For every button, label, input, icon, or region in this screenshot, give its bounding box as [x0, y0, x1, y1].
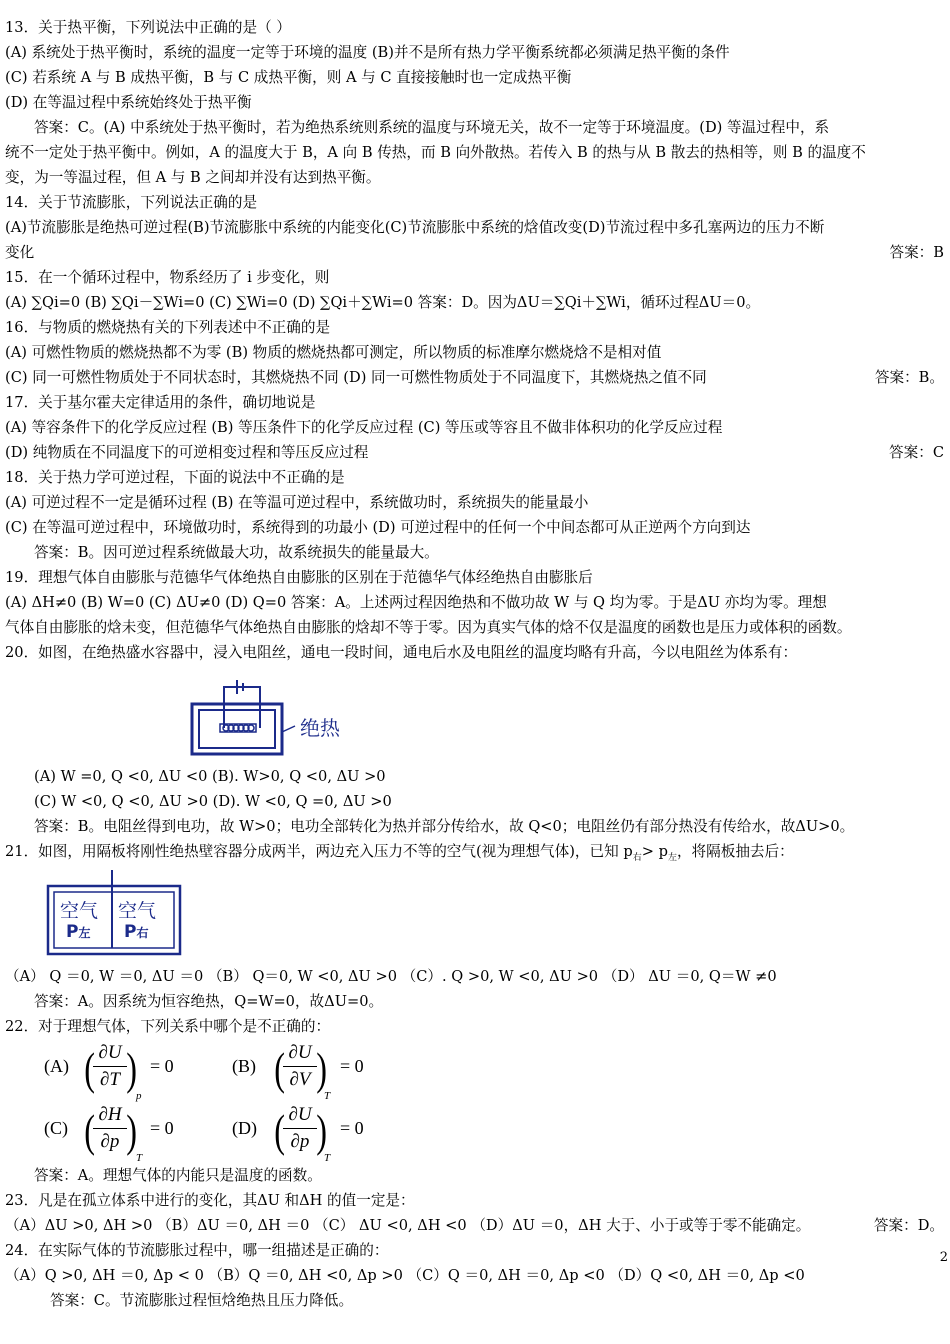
q17-option-d: (D) 纯物质在不同温度下的可逆相变过程和等压反应过程	[5, 444, 369, 461]
q13-answer-line1: 答案：C。(A) 中系统处于热平衡时，若为绝热系统则系统的温度与环境无关，故不一定等于环境温度。(D) 等温过程中，系	[34, 119, 830, 136]
q23-options: （A）ΔU >0, ΔH >0 （B）ΔU ＝0, ΔH ＝0 （C） ΔU <0, ΔH <0 （D）ΔU ＝0，ΔH 大于、小于或等于零不能确定。	[5, 1217, 811, 1234]
q21-title: 21．如图，用隔板将刚性绝热壁容器分成两半，两边充入压力不等的空气(视为理想气体)，已知 $p_右> p_左$，将隔板抽去后：	[5, 843, 794, 862]
q19-title: 19．理想气体自由膨胀与范德华气体绝热自由膨胀的区别在于范德华气体经绝热自由膨胀后	[5, 569, 593, 586]
q13-answer-line2: 统不一定处于热平衡中。例如，A 的温度大于 B，A 向 B 传热，而 B 向外散热。若传入 B 的热与从 B 散去的热相等，则 B 的温度不	[5, 144, 866, 161]
q18-answer: 答案：B。因可逆过程系统做最大功，故系统损失的能量最大。	[34, 544, 439, 561]
q16-title: 16．与物质的燃烧热有关的下列表述中不正确的是	[5, 319, 331, 336]
q13-option-d: (D) 在等温过程中系统始终处于热平衡	[5, 94, 252, 111]
q23-title: 23．凡是在孤立体系中进行的变化，其ΔU 和ΔH 的值一定是：	[5, 1192, 415, 1209]
q21-answer: 答案：A。因系统为恒容绝热，Q=W=0，故ΔU=0。	[34, 993, 384, 1010]
q19-options: (A) ΔH≠0 (B) W=0 (C) ΔU≠0 (D) Q=0 答案：A。上述两过程因绝热和不做功故 W 与 Q 均为零。于是ΔU 亦均为零。理想	[5, 594, 827, 611]
q21-figure	[46, 868, 186, 958]
q13-option-ab: (A) 系统处于热平衡时，系统的温度一定等于环境的温度 (B)并不是所有热力学平衡系统都必须满足热平衡的条件	[5, 44, 730, 61]
left-pressure-label: P左	[66, 922, 91, 942]
q20-title: 20．如图，在绝热盛水容器中，浸入电阻丝，通电一段时间，通电后水及电阻丝的温度均略有升高，今以电阻丝为体系有：	[5, 644, 798, 661]
q16-option-cd: (C) 同一可燃性物质处于不同状态时，其燃烧热不同 (D) 同一可燃性物质处于不同温度下，其燃烧热之值不同	[5, 369, 707, 386]
q20-figure	[190, 672, 360, 757]
q14-options-cont: 变化	[5, 244, 35, 261]
q17-option-abc: (A) 等容条件下的化学反应过程 (B) 等压条件下的化学反应过程 (C) 等压或等容且不做非体积功的化学反应过程	[5, 419, 723, 436]
q18-title: 18．关于热力学可逆过程，下面的说法中不正确的是	[5, 469, 345, 486]
q23-answer: 答案：D。	[873, 1217, 944, 1234]
q16-option-ab: (A) 可燃性物质的燃烧热都不为零 (B) 物质的燃烧热都可测定，所以物质的标准摩尔燃烧焓不是相对值	[5, 344, 662, 361]
q20-option-cd: (C) W <0, Q <0, ΔU >0 (D). W <0, Q =0, ΔU >0	[34, 793, 392, 810]
q24-answer: 答案：C。节流膨胀过程恒焓绝热且压力降低。	[50, 1292, 354, 1309]
q17-title: 17．关于基尔霍夫定律适用的条件，确切地说是	[5, 394, 316, 411]
q18-option-ab: (A) 可逆过程不一定是循环过程 (B) 在等温可逆过程中，系统做功时，系统损失的能量最小	[5, 494, 589, 511]
q22-title: 22．对于理想气体，下列关系中哪个是不正确的：	[5, 1018, 331, 1035]
q24-options: （A）Q >0, ΔH ＝0, Δp < 0 （B）Q ＝0, ΔH <0, Δp >0 （C）Q ＝0, ΔH ＝0, Δp <0 （D）Q <0, ΔH ＝0, Δp <0	[5, 1267, 805, 1284]
q14-answer: 答案：B	[889, 244, 944, 261]
q19-answer-cont: 气体自由膨胀的焓未变，但范德华气体绝热自由膨胀的焓却不等于零。因为真实气体的焓不仅是温度的函数也是压力或体积的函数。	[5, 619, 852, 636]
q21-options: （A） Q ＝0, W ＝0, ΔU ＝0 （B） Q＝0, W <0, ΔU >0 （C）. Q >0, W <0, ΔU >0 （D） ΔU ＝0, Q＝W ≠0	[5, 968, 777, 985]
adiabatic-label: 绝热	[300, 716, 340, 740]
q16-answer: 答案：B。	[874, 369, 944, 386]
q24-title: 24．在实际气体的节流膨胀过程中，哪一组描述是正确的：	[5, 1242, 389, 1259]
right-pressure-label: P右	[124, 922, 149, 942]
q13-option-c: (C) 若系统 A 与 B 成热平衡，B 与 C 成热平衡，则 A 与 C 直接接触时也一定成热平衡	[5, 69, 572, 86]
q13-answer-line3: 变，为一等温过程，但 A 与 B 之间却并没有达到热平衡。	[5, 169, 381, 186]
q20-answer: 答案：B。电阻丝得到电功，故 W>0；电功全部转化为热并部分传给水，故 Q<0；电阻丝仍有部分热没有传给水，故ΔU>0。	[34, 818, 855, 835]
q13-title: 13．关于热平衡，下列说法中正确的是（ ）	[5, 19, 291, 36]
q15-options: (A) ∑Qi=0 (B) ∑Qi－∑Wi=0 (C) ∑Wi=0 (D) ∑Qi＋∑Wi=0 答案：D。因为ΔU＝∑Qi＋∑Wi，循环过程ΔU＝0。	[5, 294, 761, 311]
q20-option-ab: (A) W =0, Q <0, ΔU <0 (B). W>0, Q <0, ΔU >0	[34, 768, 386, 785]
q14-title: 14．关于节流膨胀，下列说法正确的是	[5, 194, 258, 211]
q22-answer: 答案：A。理想气体的内能只是温度的函数。	[34, 1167, 322, 1184]
right-gas-label: 空气	[118, 900, 157, 922]
q17-answer: 答案：C	[889, 444, 944, 461]
q15-title: 15．在一个循环过程中，物系经历了 i 步变化，则	[5, 269, 330, 286]
left-gas-label: 空气	[60, 900, 99, 922]
q18-option-cd: (C) 在等温可逆过程中，环境做功时，系统得到的功最小 (D) 可逆过程中的任何一个中间态都可从正逆两个方向到达	[5, 519, 751, 536]
page-number: 2	[939, 1250, 948, 1265]
q14-options: (A)节流膨胀是绝热可逆过程(B)节流膨胀中系统的内能变化(C)节流膨胀中系统的焓值改变(D)节流过程中多孔塞两边的压力不断	[5, 219, 825, 236]
